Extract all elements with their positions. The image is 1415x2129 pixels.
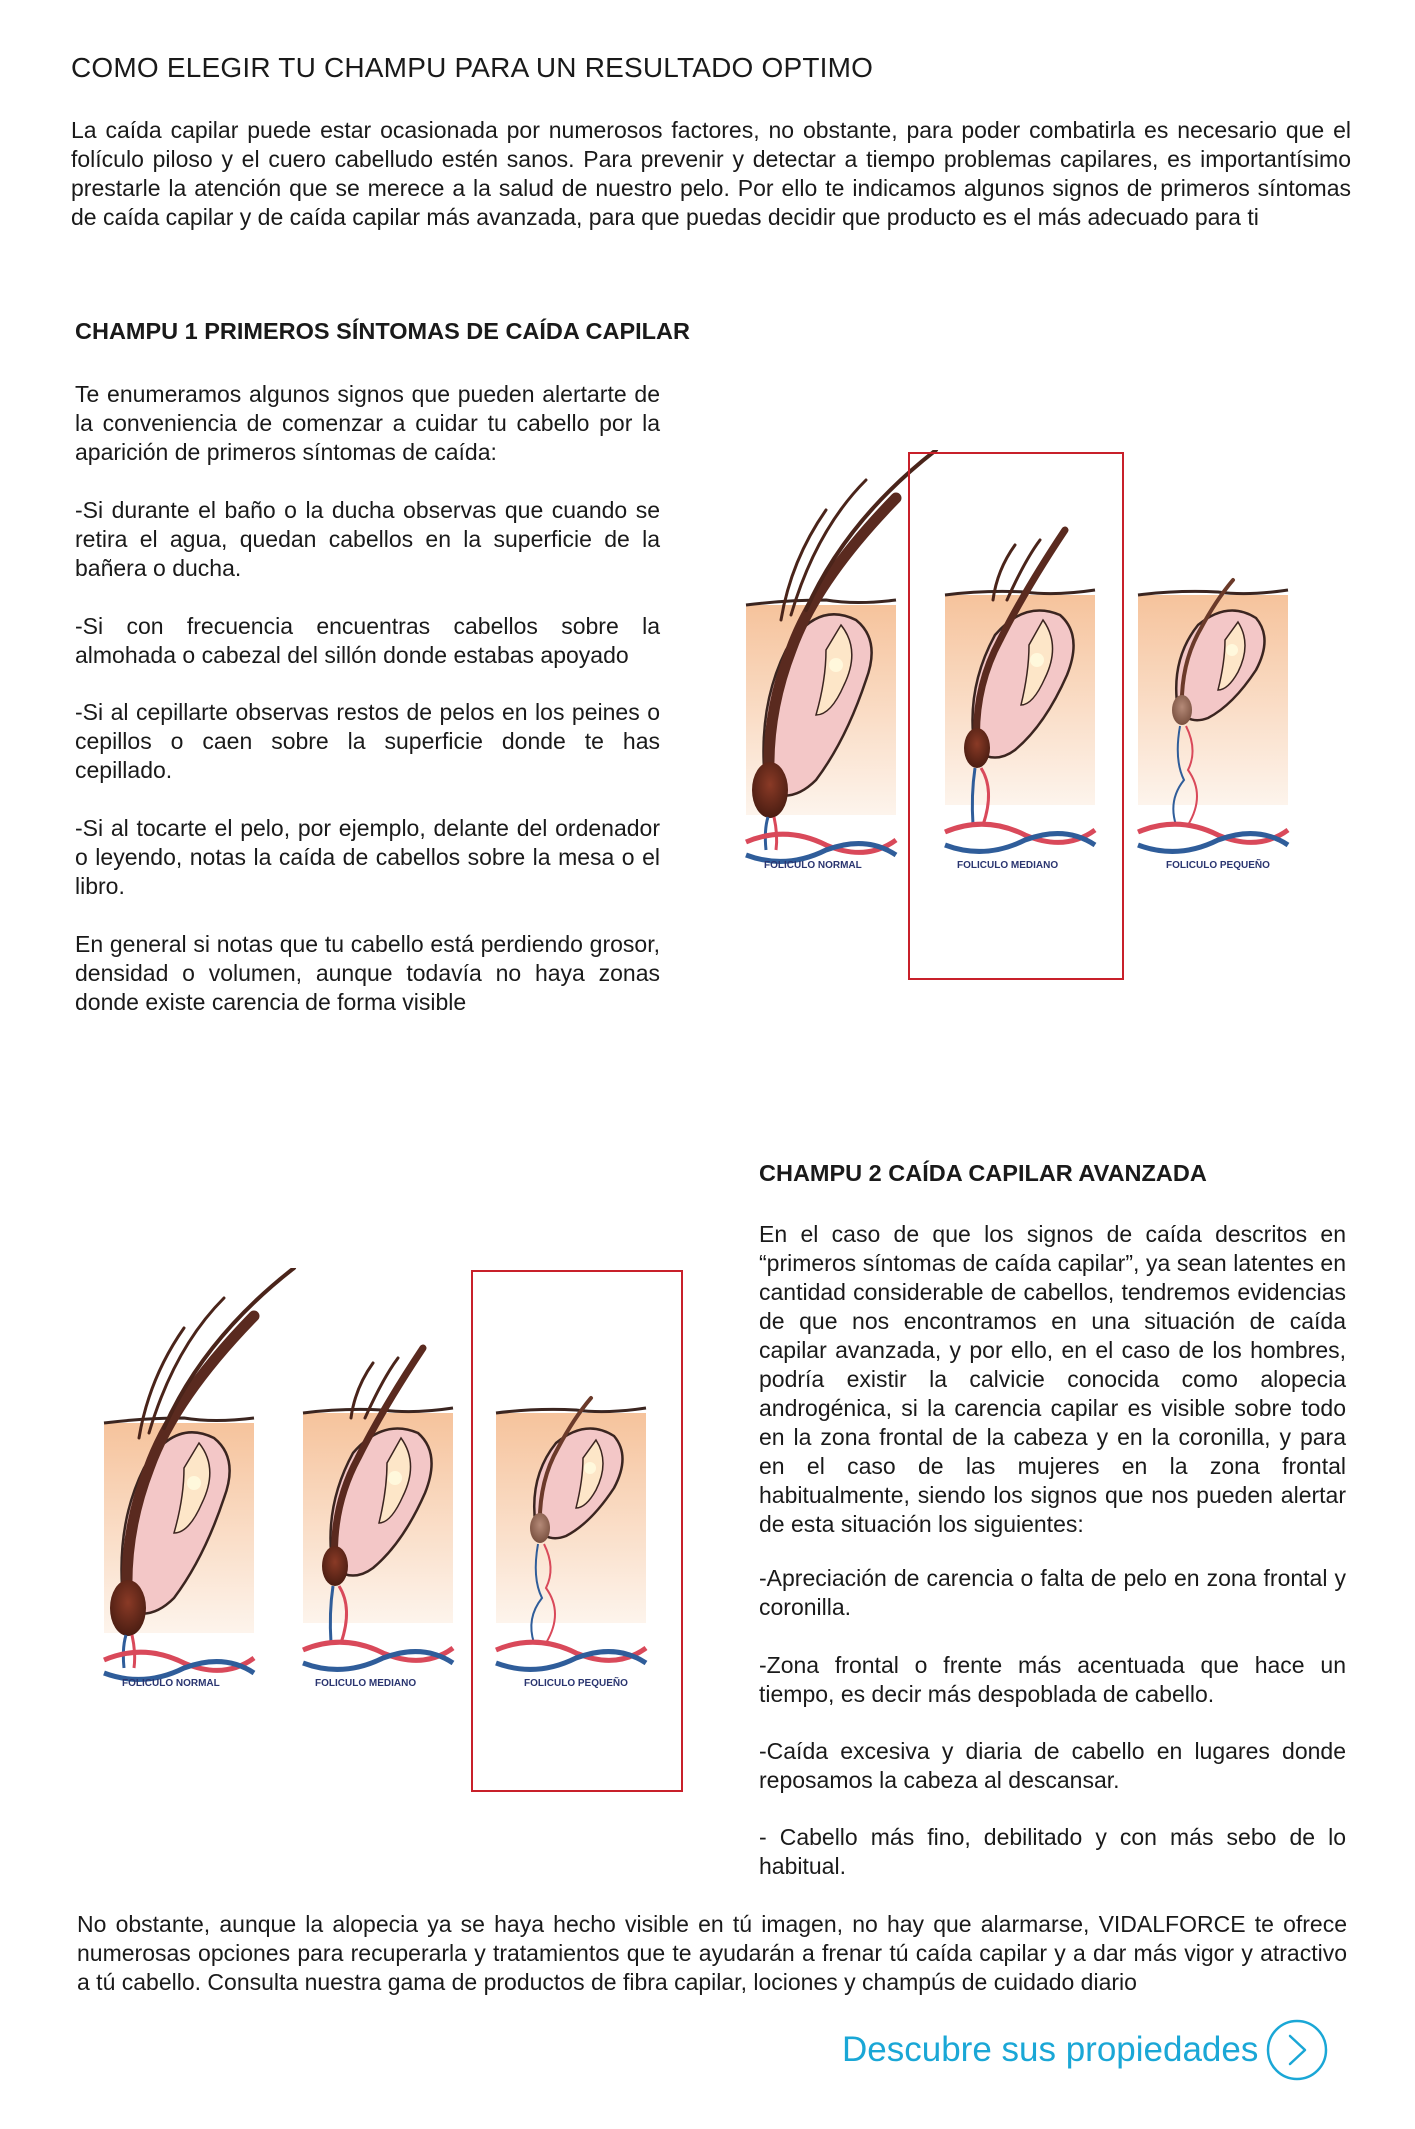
cta-link[interactable]: Descubre sus propiedades bbox=[842, 2030, 1259, 2069]
section1-heading: CHAMPU 1 PRIMEROS SÍNTOMAS DE CAÍDA CAPILAR bbox=[75, 318, 690, 344]
follicle-label: FOLICULO NORMAL bbox=[122, 1678, 220, 1689]
follicle-small bbox=[1138, 580, 1288, 871]
section1-summary: En general si notas que tu cabello está perdiendo grosor, densidad o volumen, aunque todavía no haya zonas donde existe carencia de forma visible bbox=[75, 931, 660, 1015]
section1-bullet: -Si con frecuencia encuentras cabellos sobre la almohada o cabezal del sillón donde estabas apoyado bbox=[75, 613, 660, 668]
section2-heading: CHAMPU 2 CAÍDA CAPILAR AVANZADA bbox=[759, 1160, 1207, 1186]
section2-bullet: -Zona frontal o frente más acentuada que hace un tiempo, es decir más despoblada de cabello. bbox=[759, 1652, 1346, 1707]
intro-paragraph: La caída capilar puede estar ocasionada por numerosos factores, no obstante, para poder combatirla es necesario que el folículo piloso y el cuero cabelludo estén sanos. Para prevenir y detectar a tiempo problemas capilares, es importantísimo prestarle la atención que se merece a la salud de nuestro pelo. Por ello te indicamos algunos signos de primeros síntomas de caída capilar y de caída capilar más avanzada, para que puedas decidir que producto es el más adecuado para ti bbox=[71, 117, 1351, 230]
follicle-label: FOLICULO PEQUEÑO bbox=[1166, 860, 1270, 871]
section1-bullet: -Si al tocarte el pelo, por ejemplo, delante del ordenador o leyendo, notas la caída de cabellos sobre la mesa o el libro. bbox=[75, 815, 660, 899]
section2-bullet: -Apreciación de carencia o falta de pelo en zona frontal y coronilla. bbox=[759, 1565, 1346, 1620]
section1-bullet: -Si al cepillarte observas restos de pelos en los peines o cepillos o caen sobre la superficie donde te has cepillado. bbox=[75, 699, 660, 783]
chevron-right-circle-icon[interactable] bbox=[1266, 2019, 1328, 2081]
section1-bullet: -Si durante el baño o la ducha observas que cuando se retira el agua, quedan cabellos en la superficie de la bañera o ducha. bbox=[75, 497, 660, 581]
section1-intro: Te enumeramos algunos signos que pueden alertarte de la conveniencia de comenzar a cuidar tu cabello por la aparición de primeros síntomas de caída: bbox=[75, 381, 660, 465]
follicle-small bbox=[496, 1398, 646, 1689]
closing-paragraph: No obstante, aunque la alopecia ya se haya hecho visible en tú imagen, no hay que alarmarse, VIDALFORCE te ofrece numerosas opciones para recuperarla y tratamientos que te ayudarán a frenar tú caída capilar y a dar más vigor y atractivo a tú cabello. Consulta nuestra gama de productos de fibra capilar, lociones y champús de cuidado diario bbox=[77, 1911, 1347, 1995]
follicle-label: FOLICULO PEQUEÑO bbox=[524, 1678, 628, 1689]
follicle-normal bbox=[104, 1268, 294, 1689]
follicle-label: FOLICULO MEDIANO bbox=[315, 1678, 417, 1689]
follicle-diagram-2 bbox=[96, 1268, 696, 1808]
page-title: COMO ELEGIR TU CHAMPU PARA UN RESULTADO OPTIMO bbox=[71, 52, 874, 83]
follicle-label: FOLICULO MEDIANO bbox=[957, 860, 1059, 871]
section2-bullet: - Cabello más fino, debilitado y con más sebo de lo habitual. bbox=[759, 1824, 1346, 1879]
section2-intro: En el caso de que los signos de caída descritos en “primeros síntomas de caída capilar”, ya sean latentes en cantidad considerable de cabellos, tendremos evidencias de que nos encontramos en una situación de caída capilar avanzada, y por ello, en el caso de los hombres, podría existir la calvicie conocida como alopecia androgénica, si la carencia capilar es visible sobre todo en la zona frontal de la cabeza y en la coronilla, y para en el caso de las mujeres en la zona frontal habitualmente, siendo los signos que nos pueden alertar de esta situación los siguientes: bbox=[759, 1221, 1346, 1537]
follicle-normal bbox=[746, 450, 936, 871]
section2-bullet: -Caída excesiva y diaria de cabello en lugares donde reposamos la cabeza al descansar. bbox=[759, 1738, 1346, 1793]
follicle-diagram-1 bbox=[738, 450, 1298, 990]
follicle-medium bbox=[303, 1348, 453, 1689]
follicle-medium bbox=[945, 530, 1095, 871]
follicle-label: FOLICULO NORMAL bbox=[764, 860, 862, 871]
